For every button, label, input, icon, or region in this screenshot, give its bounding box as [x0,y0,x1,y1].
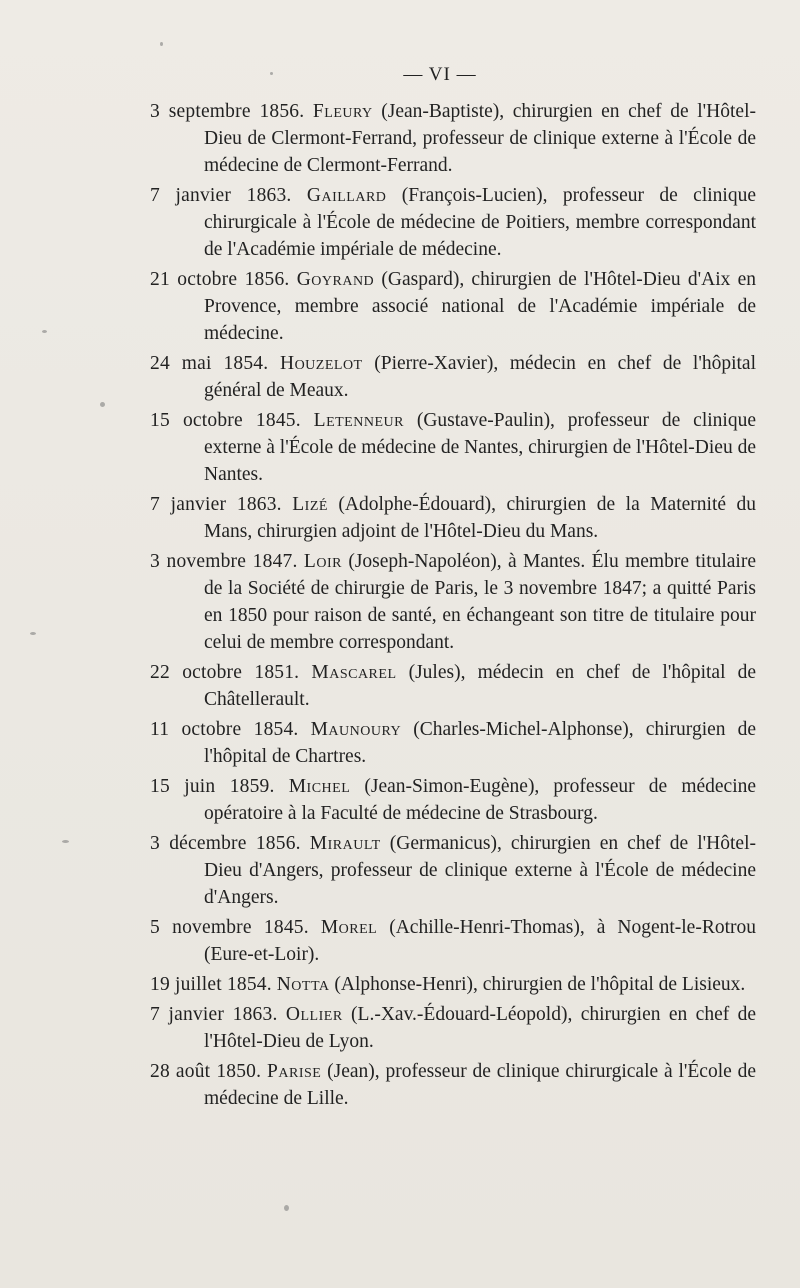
entry-text: (Jean-Simon-Eugène), professeur de médecine opératoire à la Faculté de médecine de Strasbourg. [204,776,757,824]
entry-list [150,98,756,1115]
entry-text: (Pierre-Xavier), médecin en chef de l'hôpital général de Meaux. [204,353,756,401]
list-item [150,491,756,545]
entry-text: (Gustave-Paulin), professeur de clinique externe à l'École de médecine de Nantes, chirurgien de l'Hôtel-Dieu de Nantes. [204,410,756,485]
list-item [150,407,756,488]
entry-name: Fleury [312,101,373,122]
entry-date: 5 novembre 1845. [150,917,309,938]
entry-date: 7 janvier 1863. [150,494,282,515]
entry-date: 24 mai 1854. [150,353,269,374]
entry-name: Letenneur [313,410,404,431]
list-item [150,182,756,263]
scan-speck [100,402,105,407]
list-item [150,716,756,770]
entry-name: Michel [288,776,351,797]
list-item [150,1058,756,1112]
list-item [150,1001,756,1055]
entry-text: (François-Lucien), professeur de clinique chirurgicale à l'École de médecine de Poitiers, membre correspondant de l'Académie impériale de médecine. [204,185,756,260]
list-item [150,266,756,347]
entry-name: Notta [276,974,330,995]
entry-text: (Jean), professeur de clinique chirurgicale à l'École de médecine de Lille. [204,1061,756,1109]
scan-speck [284,1205,289,1211]
entry-date: 28 août 1850. [150,1061,262,1082]
entry-name: Gaillard [306,185,387,206]
entry-name: Loir [303,551,342,572]
entry-name: Maunoury [310,719,402,740]
entry-name: Ollier [285,1004,343,1025]
entry-date: 15 octobre 1845. [150,410,301,431]
entry-text: (Charles-Michel-Alphonse), chirurgien de l'hôpital de Chartres. [204,719,757,767]
list-item [150,914,756,968]
entry-date: 3 décembre 1856. [150,833,301,854]
list-item [150,659,756,713]
entry-name: Mascarel [311,662,397,683]
entry-name: Mirault [309,833,381,854]
scan-speck [160,42,163,46]
entry-name: Morel [320,917,378,938]
entry-text: (Achille-Henri-Thomas), à Nogent-le-Rotrou (Eure-et-Loir). [204,917,756,965]
entry-text: (Gaspard), chirurgien de l'Hôtel-Dieu d'Aix en Provence, membre associé national de l'Académie impériale de médecine. [204,269,757,344]
entry-date: 22 octobre 1851. [150,662,300,683]
scan-speck [62,840,69,843]
entry-name: Parise [267,1061,322,1082]
list-item [150,98,756,179]
entry-text: (Adolphe-Édouard), chirurgien de la Maternité du Mans, chirurgien adjoint de l'Hôtel-Dieu du Mans. [204,494,757,542]
entry-date: 21 octobre 1856. [150,269,290,290]
entry-date: 19 juillet 1854. [150,974,272,995]
scan-speck [42,330,47,333]
list-item [150,971,756,998]
entry-name: Goyrand [296,269,375,290]
list-item [150,548,756,656]
entry-text: (Jean-Baptiste), chirurgien en chef de l'Hôtel-Dieu de Clermont-Ferrand, professeur de clinique externe à l'École de médecine de Clermont-Ferrand. [204,101,756,176]
entry-date: 7 janvier 1863. [150,185,292,206]
entry-text: (Alphonse-Henri), chirurgien de l'hôpital de Lisieux. [329,974,746,995]
entry-date: 7 janvier 1863. [150,1004,278,1025]
entry-date: 11 octobre 1854. [150,719,299,740]
entry-date: 3 septembre 1856. [150,101,305,122]
entry-text: (Joseph-Napoléon), à Mantes. Élu membre titulaire de la Société de chirurgie de Paris, le 3 novembre 1847; a quitté Paris en 1850 pour raison de santé, en échangeant son titre de titulaire pour celui de membre correspondant. [204,551,756,653]
page-number: — VI — [403,64,477,85]
list-item [150,350,756,404]
list-item [150,773,756,827]
entry-text: (L.-Xav.-Édouard-Léopold), chirurgien en chef de l'Hôtel-Dieu de Lyon. [204,1004,756,1052]
scan-speck [30,632,36,635]
entry-name: Houzelot [279,353,363,374]
entry-name: Lizé [292,494,328,515]
list-item [150,830,756,911]
entry-date: 15 juin 1859. [150,776,275,797]
entry-date: 3 novembre 1847. [150,551,298,572]
entry-text: (Germanicus), chirurgien en chef de l'Hôtel-Dieu d'Angers, professeur de clinique externe à l'École de médecine d'Angers. [204,833,757,908]
entry-text: (Jules), médecin en chef de l'hôpital de Châtellerault. [204,662,757,710]
